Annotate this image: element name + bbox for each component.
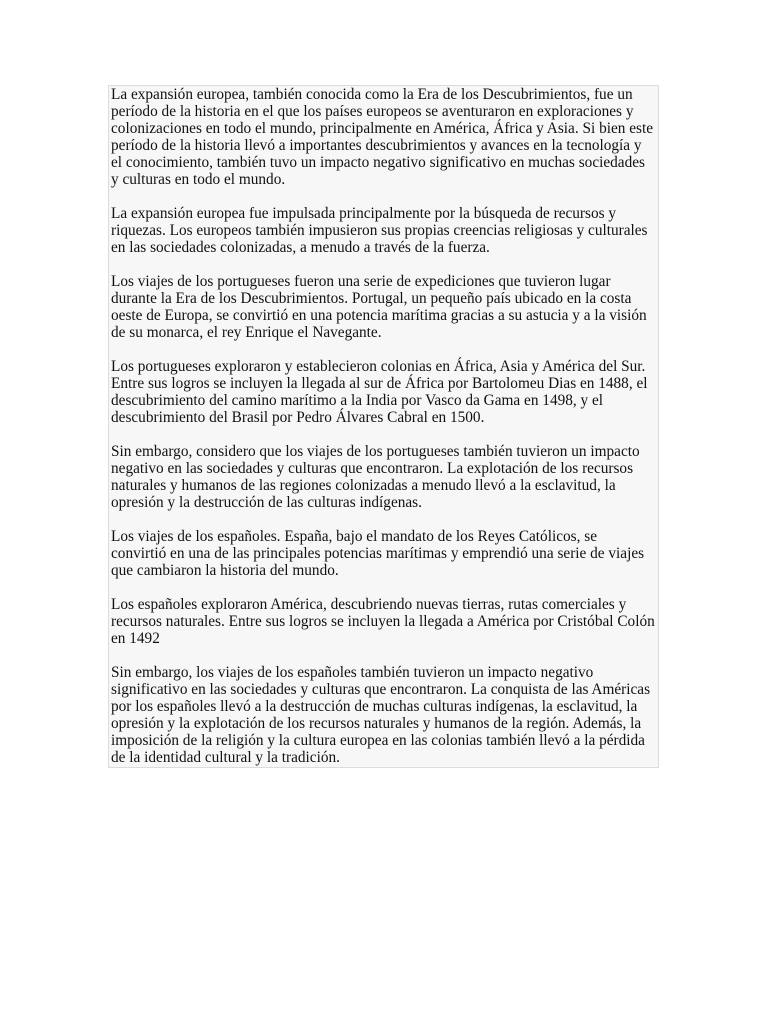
paragraph-impacto-portugueses: Sin embargo, considero que los viajes de los portugueses también tuvieron un impacto negativo en las sociedades y culturas que encontraron. La explotación de los recursos naturales y humanos de las regiones colonizadas a menudo llevó a la esclavitud, la opresión y la destrucción de las culturas indígenas. xyxy=(111,443,640,511)
paragraph-viajes-espanoles: Los viajes de los españoles. España, bajo el mandato de los Reyes Católicos, se convirtió en una de las principales potencias marítimas y emprendió una serie de viajes que cambiaron la historia del mundo. xyxy=(111,528,645,579)
paragraph-logros-portugueses: Los portugueses exploraron y establecieron colonias en África, Asia y América del Sur. Entre sus logros se incluyen la llegada al sur de África por Bartolomeu Dias en 1488, el descubrimiento del camino marítimo a la India por Vasco da Gama en 1498, y el descubrimiento del Brasil por Pedro Álvares Cabral en 1500. xyxy=(111,358,648,426)
paragraph-era-descubrimientos: La expansión europea, también conocida como la Era de los Descubrimientos, fue un período de la historia en el que los países europeos se aventuraron en exploraciones y colonizaciones en todo el mundo, principalmente en América, África y Asia. Si bien este período de la historia llevó a importantes descubrimientos y avances en la tecnología y el conocimiento, también tuvo un impacto negativo significativo en muchas sociedades y culturas en todo el mundo. xyxy=(111,86,654,188)
paragraph-viajes-portugueses: Los viajes de los portugueses fueron una serie de expediciones que tuvieron lugar durante la Era de los Descubrimientos. Portugal, un pequeño país ubicado en la costa oeste de Europa, se convirtió en una potencia marítima gracias a su astucia y a la visión de su monarca, el rey Enrique el Navegante. xyxy=(111,273,647,341)
paragraph-impacto-espanoles: Sin embargo, los viajes de los españoles también tuvieron un impacto negativo significativo en las sociedades y culturas que encontraron. La conquista de las Américas por los españoles llevó a la destrucción de muchas culturas indígenas, la esclavitud, la opresión y la explotación de los recursos naturales y humanos de la región. Además, la imposición de la religión y la cultura europea en las colonias también llevó a la pérdida de la identidad cultural y la tradición. xyxy=(111,664,651,766)
paragraph-logros-espanoles: Los españoles exploraron América, descubriendo nuevas tierras, rutas comerciales y recursos naturales. Entre sus logros se incluyen la llegada a América por Cristóbal Colón en 1492 xyxy=(111,596,655,647)
document-text-box xyxy=(108,85,659,768)
paragraph-busqueda-recursos: La expansión europea fue impulsada principalmente por la búsqueda de recursos y riquezas. Los europeos también impusieron sus propias creencias religiosas y culturales en las sociedades colonizadas, a menudo a través de la fuerza. xyxy=(111,205,648,256)
